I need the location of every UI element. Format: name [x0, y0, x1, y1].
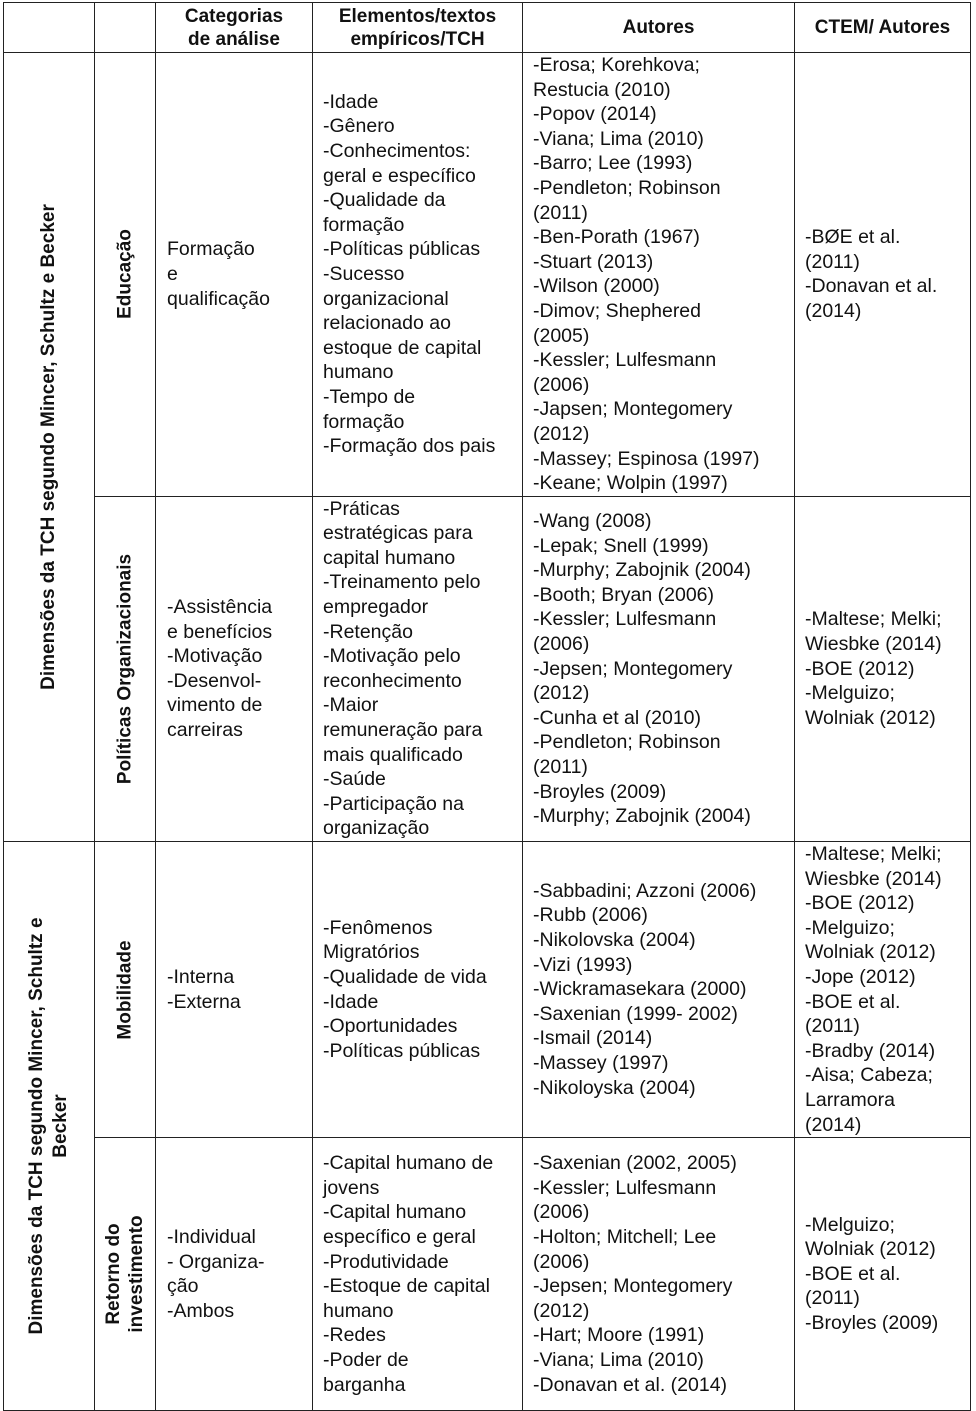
- autores-line: -Keane; Wolpin (1997): [533, 472, 728, 495]
- elementos-line: -Conhecimentos:: [323, 140, 471, 163]
- autores-line: (2012): [533, 422, 590, 445]
- elementos-line: formação: [323, 213, 405, 236]
- autores-line: -Kessler; Lulfesmann: [533, 349, 717, 372]
- ctem-line: (2014): [805, 299, 862, 322]
- autores-line: -Massey; Espinosa (1997): [533, 447, 760, 470]
- elementos-line: -Políticas públicas: [323, 238, 481, 261]
- autores-line: -Saxenian (2002, 2005): [533, 1152, 737, 1175]
- elementos-line: -Fenômenos: [323, 916, 433, 939]
- elementos-line: específico e geral: [323, 1225, 476, 1248]
- elementos-line: reconhecimento: [323, 669, 462, 692]
- categorias-line: qualificação: [167, 287, 270, 310]
- elementos-line: -Estoque de capital: [323, 1275, 490, 1298]
- dimension-label-cell: [4, 842, 95, 1411]
- autores-line: -Jepsen; Montegomery: [533, 1275, 733, 1298]
- categorias-line: -Desenvol-: [167, 669, 262, 692]
- elementos-line: -Treinamento pelo: [323, 571, 481, 594]
- categorias-line: e benefícios: [167, 620, 273, 643]
- elementos-cell: [313, 842, 523, 1138]
- elementos-line: -Idade: [323, 990, 379, 1013]
- categorias-line: e: [167, 263, 178, 286]
- subdimension-label-line: Políticas Organizacionais: [114, 553, 136, 784]
- ctem-line: -Broyles (2009): [805, 1312, 939, 1335]
- autores-line: -Booth; Bryan (2006): [533, 583, 715, 606]
- dimension-label-line: Dimensões da TCH segundo Mincer, Schultz e Becker: [38, 204, 59, 690]
- table-row: [4, 1138, 971, 1411]
- ctem-cell: [795, 53, 971, 497]
- ctem-line: -Maltese; Melki;: [805, 608, 942, 631]
- elementos-cell: [313, 53, 523, 497]
- subdimension-label-cell: [95, 53, 156, 497]
- autores-line: -Hart; Moore (1991): [533, 1324, 705, 1347]
- header-blank-dimension: [4, 3, 95, 53]
- autores-line: -Vizi (1993): [533, 953, 633, 976]
- autores-line: (2006): [533, 1250, 590, 1273]
- elementos-line: -Sucesso: [323, 263, 405, 286]
- elementos-line: -Idade: [323, 90, 379, 113]
- dimension-label-cell: [4, 53, 95, 842]
- categorias-line: - Organiza-: [167, 1250, 265, 1273]
- elementos-line: estratégicas para: [323, 522, 473, 545]
- categorias-line: -Motivação: [167, 645, 263, 668]
- ctem-line: -Aisa; Cabeza;: [805, 1064, 933, 1087]
- ctem-line: -Jope (2012): [805, 965, 916, 988]
- categorias-cell: [156, 1138, 313, 1411]
- dimension-label: [25, 918, 73, 1335]
- autores-line: -Viana; Lima (2010): [533, 1348, 704, 1371]
- autores-line: -Wilson (2000): [533, 275, 660, 298]
- autores-line: -Kessler; Lulfesmann: [533, 608, 717, 631]
- autores-line: (2006): [533, 373, 590, 396]
- elementos-line: estoque de capital: [323, 336, 482, 359]
- ctem-line: -BOE et al.: [805, 990, 901, 1013]
- elementos-line: humano: [323, 361, 394, 384]
- subdimension-label-cell: [95, 1138, 156, 1411]
- ctem-line: Wiesbke (2014): [805, 632, 942, 655]
- autores-cell: [523, 496, 795, 841]
- elementos-line: -Retenção: [323, 620, 413, 643]
- autores-line: -Wickramasekara (2000): [533, 978, 747, 1001]
- autores-line: -Jepsen; Montegomery: [533, 657, 733, 680]
- autores-cell: [523, 842, 795, 1138]
- dimension-label-line: Becker: [50, 1094, 71, 1158]
- elementos-line: jovens: [323, 1176, 380, 1199]
- autores-line: -Holton; Mitchell; Lee: [533, 1225, 717, 1248]
- ctem-line: Wolniak (2012): [805, 1238, 936, 1261]
- elementos-line: barganha: [323, 1373, 406, 1396]
- ctem-cell: [795, 842, 971, 1138]
- autores-line: -Pendleton; Robinson: [533, 731, 721, 754]
- categorias-cell: [156, 496, 313, 841]
- autores-line: -Japsen; Montegomery: [533, 398, 733, 421]
- categorias-line: -Ambos: [167, 1299, 235, 1322]
- autores-line: -Nikoloyska (2004): [533, 1076, 696, 1099]
- ctem-line: Wolniak (2012): [805, 941, 936, 964]
- autores-line: -Nikolovska (2004): [533, 929, 696, 952]
- categorias-cell: [156, 53, 313, 497]
- subdimension-label: [114, 554, 137, 784]
- elementos-line: formação: [323, 410, 405, 433]
- elementos-line: -Produtividade: [323, 1250, 449, 1273]
- categorias-line: -Individual: [167, 1225, 256, 1248]
- elementos-line: empregador: [323, 596, 429, 619]
- ctem-line: -Bradby (2014): [805, 1039, 936, 1062]
- header-elementos-line-1: Elementos/textos: [338, 5, 497, 27]
- table-row: [4, 496, 971, 841]
- autores-line: -Popov (2014): [533, 103, 657, 126]
- autores-line: (2005): [533, 324, 590, 347]
- dimension-label-line: Dimensões da TCH segundo Mincer, Schultz e: [26, 917, 47, 1335]
- autores-cell: [523, 1138, 795, 1411]
- subdimension-label-cell: [95, 496, 156, 841]
- categorias-cell: [156, 842, 313, 1138]
- ctem-line: Wolniak (2012): [805, 706, 936, 729]
- header-categorias-line-2: de análise: [188, 28, 280, 50]
- subdimension-label-line: Retorno do: [103, 1223, 124, 1325]
- subdimension-label-line: investimento: [126, 1215, 147, 1333]
- categorias-line: Formação: [167, 238, 255, 261]
- autores-line: -Kessler; Lulfesmann: [533, 1176, 717, 1199]
- ctem-line: (2011): [805, 1015, 860, 1038]
- elementos-line: -Capital humano de: [323, 1152, 494, 1175]
- categorias-line: carreiras: [167, 719, 243, 742]
- autores-line: -Saxenian (1999- 2002): [533, 1002, 738, 1025]
- ctem-line: -Melguizo;: [805, 682, 895, 705]
- ctem-line: -Melguizo;: [805, 916, 895, 939]
- ctem-line: (2011): [805, 250, 860, 273]
- autores-line: -Barro; Lee (1993): [533, 152, 693, 175]
- elementos-line: -Tempo de: [323, 386, 416, 409]
- elementos-line: -Qualidade da: [323, 189, 446, 212]
- ctem-line: Wiesbke (2014): [805, 867, 942, 890]
- elementos-line: -Formação dos pais: [323, 435, 496, 458]
- elementos-line: -Saúde: [323, 768, 386, 791]
- autores-cell: [523, 53, 795, 497]
- elementos-line: organização: [323, 817, 430, 840]
- categorias-line: -Externa: [167, 990, 241, 1013]
- header-autores: [523, 3, 795, 53]
- categorias-line: -Assistência: [167, 596, 273, 619]
- ctem-line: -BOE (2012): [805, 892, 915, 915]
- autores-line: -Viana; Lima (2010): [533, 127, 704, 150]
- elementos-line: -Políticas públicas: [323, 1039, 481, 1062]
- elementos-line: -Práticas: [323, 497, 400, 520]
- autores-line: -Lepak; Snell (1999): [533, 534, 709, 557]
- elementos-line: -Motivação pelo: [323, 645, 461, 668]
- ctem-line: -Donavan et al.: [805, 275, 938, 298]
- header-elementos: [313, 3, 523, 53]
- elementos-line: remuneração para: [323, 719, 483, 742]
- elementos-line: Migratórios: [323, 941, 420, 964]
- ctem-cell: [795, 496, 971, 841]
- elementos-line: geral e específico: [323, 164, 476, 187]
- dimension-label: [37, 204, 61, 690]
- autores-line: -Broyles (2009): [533, 780, 667, 803]
- ctem-line: (2011): [805, 1287, 860, 1310]
- autores-line: (2006): [533, 1201, 590, 1224]
- elementos-line: mais qualificado: [323, 743, 463, 766]
- autores-line: -Erosa; Korehkova;: [533, 54, 700, 76]
- categorias-line: -Interna: [167, 965, 235, 988]
- ctem-line: -BØE et al.: [805, 226, 901, 249]
- autores-line: -Sabbadini; Azzoni (2006): [533, 879, 757, 902]
- autores-line: -Cunha et al (2010): [533, 706, 702, 729]
- elementos-line: humano: [323, 1299, 394, 1322]
- autores-line: -Ismail (2014): [533, 1027, 653, 1050]
- subdimension-label-line: Mobilidade: [114, 939, 136, 1040]
- elementos-line: -Participação na: [323, 792, 464, 815]
- autores-line: (2006): [533, 632, 590, 655]
- elementos-cell: [313, 496, 523, 841]
- ctem-line: -Melguizo;: [805, 1213, 895, 1236]
- ctem-line: -Maltese; Melki;: [805, 843, 942, 865]
- elementos-line: -Capital humano: [323, 1201, 467, 1224]
- autores-line: -Wang (2008): [533, 509, 652, 532]
- elementos-line: -Maior: [323, 694, 379, 717]
- elementos-line: relacionado ao: [323, 312, 451, 335]
- header-elementos-line-2: empíricos/TCH: [350, 28, 485, 50]
- header-autores-line: Autores: [622, 17, 695, 38]
- subdimension-label-line: Educação: [114, 229, 136, 320]
- subdimension-label: [114, 940, 137, 1039]
- ctem-line: Larramora: [805, 1088, 895, 1111]
- subdimension-label-cell: [95, 842, 156, 1138]
- elementos-line: organizacional: [323, 287, 449, 310]
- autores-line: (2012): [533, 1299, 590, 1322]
- elementos-line: -Gênero: [323, 115, 395, 138]
- autores-line: (2012): [533, 682, 590, 705]
- autores-line: -Massey (1997): [533, 1052, 669, 1075]
- autores-line: -Donavan et al. (2014): [533, 1373, 728, 1396]
- categorias-line: ção: [167, 1275, 199, 1298]
- subdimension-label: [114, 229, 137, 319]
- ctem-line: -BOE (2012): [805, 657, 915, 680]
- autores-line: Restucia (2010): [533, 78, 671, 101]
- autores-line: -Pendleton; Robinson: [533, 176, 721, 199]
- table-row: [4, 53, 971, 497]
- table-row: [4, 842, 971, 1138]
- categorias-line: vimento de: [167, 694, 263, 717]
- elementos-line: capital humano: [323, 546, 456, 569]
- autores-line: (2011): [533, 201, 588, 224]
- ctem-line: (2014): [805, 1113, 862, 1136]
- header-ctem-line: CTEM/ Autores: [814, 17, 951, 38]
- elementos-cell: [313, 1138, 523, 1411]
- autores-line: -Murphy; Zabojnik (2004): [533, 559, 751, 582]
- subdimension-label: [102, 1216, 148, 1333]
- autores-line: -Dimov; Shephered: [533, 299, 701, 322]
- autores-line: -Ben-Porath (1967): [533, 226, 700, 249]
- human-capital-table: [3, 2, 971, 1411]
- elementos-line: -Oportunidades: [323, 1015, 458, 1038]
- header-ctem: [795, 3, 971, 53]
- elementos-line: -Poder de: [323, 1348, 409, 1371]
- elementos-line: -Redes: [323, 1324, 386, 1347]
- header-blank-subdimension: [95, 3, 156, 53]
- header-categorias: [156, 3, 313, 53]
- autores-line: -Stuart (2013): [533, 250, 654, 273]
- ctem-line: -BOE et al.: [805, 1262, 901, 1285]
- header-categorias-line-1: Categorias: [184, 5, 284, 27]
- elementos-line: -Qualidade de vida: [323, 965, 487, 988]
- header-row: [4, 3, 971, 53]
- autores-line: -Murphy; Zabojnik (2004): [533, 805, 751, 828]
- ctem-cell: [795, 1138, 971, 1411]
- autores-line: (2011): [533, 755, 588, 778]
- autores-line: -Rubb (2006): [533, 904, 648, 927]
